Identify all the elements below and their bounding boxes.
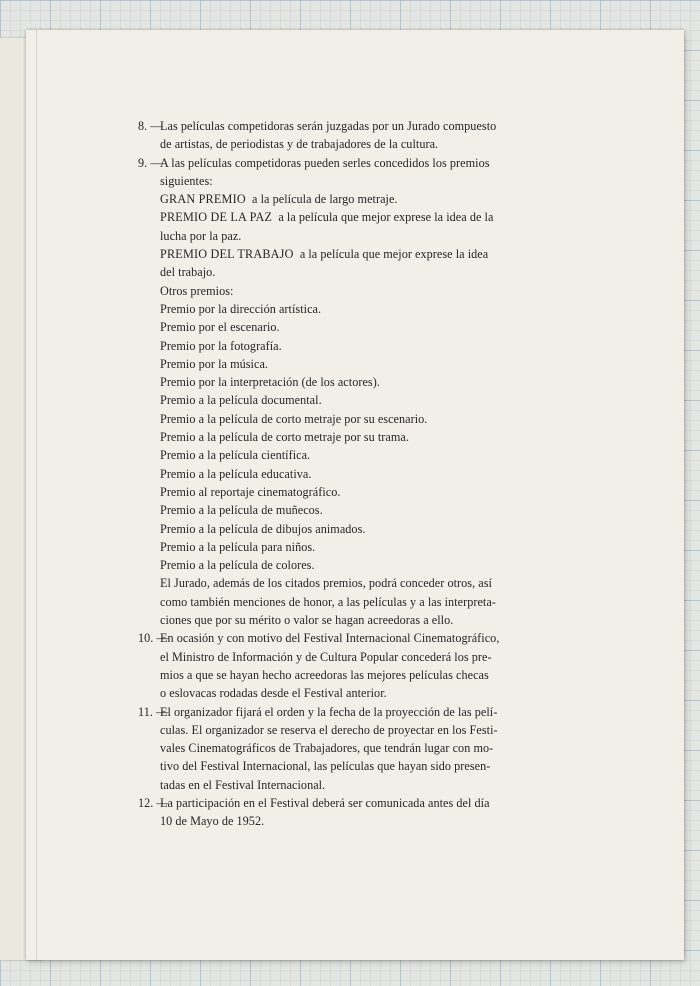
prize-list-item: Premio a la película de muñecos. [160,503,323,518]
other-prizes-list [138,300,536,574]
text-line: del trabajo. [160,265,216,280]
rules-text [138,117,536,831]
prize-title: GRAN PREMIO [160,192,246,207]
text-line: de artistas, de periodistas y de trabajadores de la cultura. [160,137,439,152]
document-page [26,30,684,960]
rule-item-10 [138,629,536,702]
prize-list-item: Premio por la fotografía. [160,338,282,353]
prize-title: PREMIO DE LA PAZ [160,210,273,225]
text-line: 10 de Mayo de 1952. [160,814,265,829]
prize-description: a la película que mejor exprese la idea [299,247,489,262]
rule-item-8 [138,117,536,154]
prize-list-item: Premio a la película documental. [160,393,322,408]
rule-item-11 [138,703,536,794]
prize-list-item: Premio a la película de colores. [160,558,315,573]
prize-list-item: Premio a la película para niños. [160,539,316,554]
text-line: como también menciones de honor, a las películas y a las interpreta- [160,594,496,609]
major-prize-paz [138,208,536,226]
text-line: El Jurado, además de los citados premios, podrá conceder otros, así [160,576,492,591]
text-line: Las películas competidoras serán juzgadas por un Jurado compuesto [160,119,497,133]
prize-list-item: Premio por la interpretación (de los actores). [160,375,380,390]
text-line: ciones que por su mérito o valor se hagan acreedoras a ello. [160,613,454,628]
text-line: vales Cinematográficos de Trabajadores, que tendrán lugar con mo- [160,741,494,756]
prize-description: a la película que mejor exprese la idea de la [278,210,494,225]
text-line: La participación en el Festival deberá ser comunicada antes del día [160,795,490,810]
text-line: tadas en el Festival Internacional. [160,777,326,792]
prize-list-item: Premio al reportaje cinematográfico. [160,484,341,499]
prize-list-item: Premio por la dirección artística. [160,301,322,316]
text-line: A las películas competidoras pueden serles concedidos los premios [160,155,490,170]
prize-description: a la película de largo metraje. [252,192,398,207]
text-line: siguientes: [160,173,213,188]
text-line: o eslovacas rodadas desde el Festival anterior. [160,686,387,701]
prize-list-item: Premio a la película de corto metraje por su escenario. [160,411,428,426]
prize-list-item: Premio a la película de dibujos animados. [160,521,366,536]
rule-item-12 [138,794,536,831]
text-line: lucha por la paz. [160,228,242,243]
text-line: culas. El organizador se reserva el derecho de proyectar en los Festi- [160,722,498,737]
prize-list-item: Premio por el escenario. [160,320,280,335]
text-line: El organizador fijará el orden y la fecha de la proyección de las pelí- [160,704,498,719]
jury-note [138,574,536,629]
text-line: el Ministro de Información y de Cultura Popular concederá los pre- [160,649,492,664]
item-number: 9. — [138,155,163,170]
text-line: mios a que se hayan hecho acreedoras las mejores películas checas [160,667,489,682]
prize-list-item: Premio a la película educativa. [160,466,312,481]
text-line: En ocasión y con motivo del Festival Internacional Cinematográfico, [160,631,500,646]
page-fold-line [36,30,37,960]
prize-title: PREMIO DEL TRABAJO [160,247,294,262]
prize-list-item: Premio a la película científica. [160,448,311,463]
item-number: 8. — [138,119,163,133]
other-prizes-heading: Otros premios: [160,283,234,298]
item-number: 10. — [138,631,169,646]
major-prize-trabajo [138,245,536,263]
text-line: tivo del Festival Internacional, las películas que hayan sido presen- [160,759,491,774]
item-number: 12. — [138,795,169,810]
prize-list-item: Premio por la música. [160,356,269,371]
prize-list-item: Premio a la película de corto metraje por su trama. [160,430,409,445]
major-prize-gran-premio [138,190,536,208]
rule-item-9 [138,154,536,630]
item-number: 11. — [138,704,169,719]
